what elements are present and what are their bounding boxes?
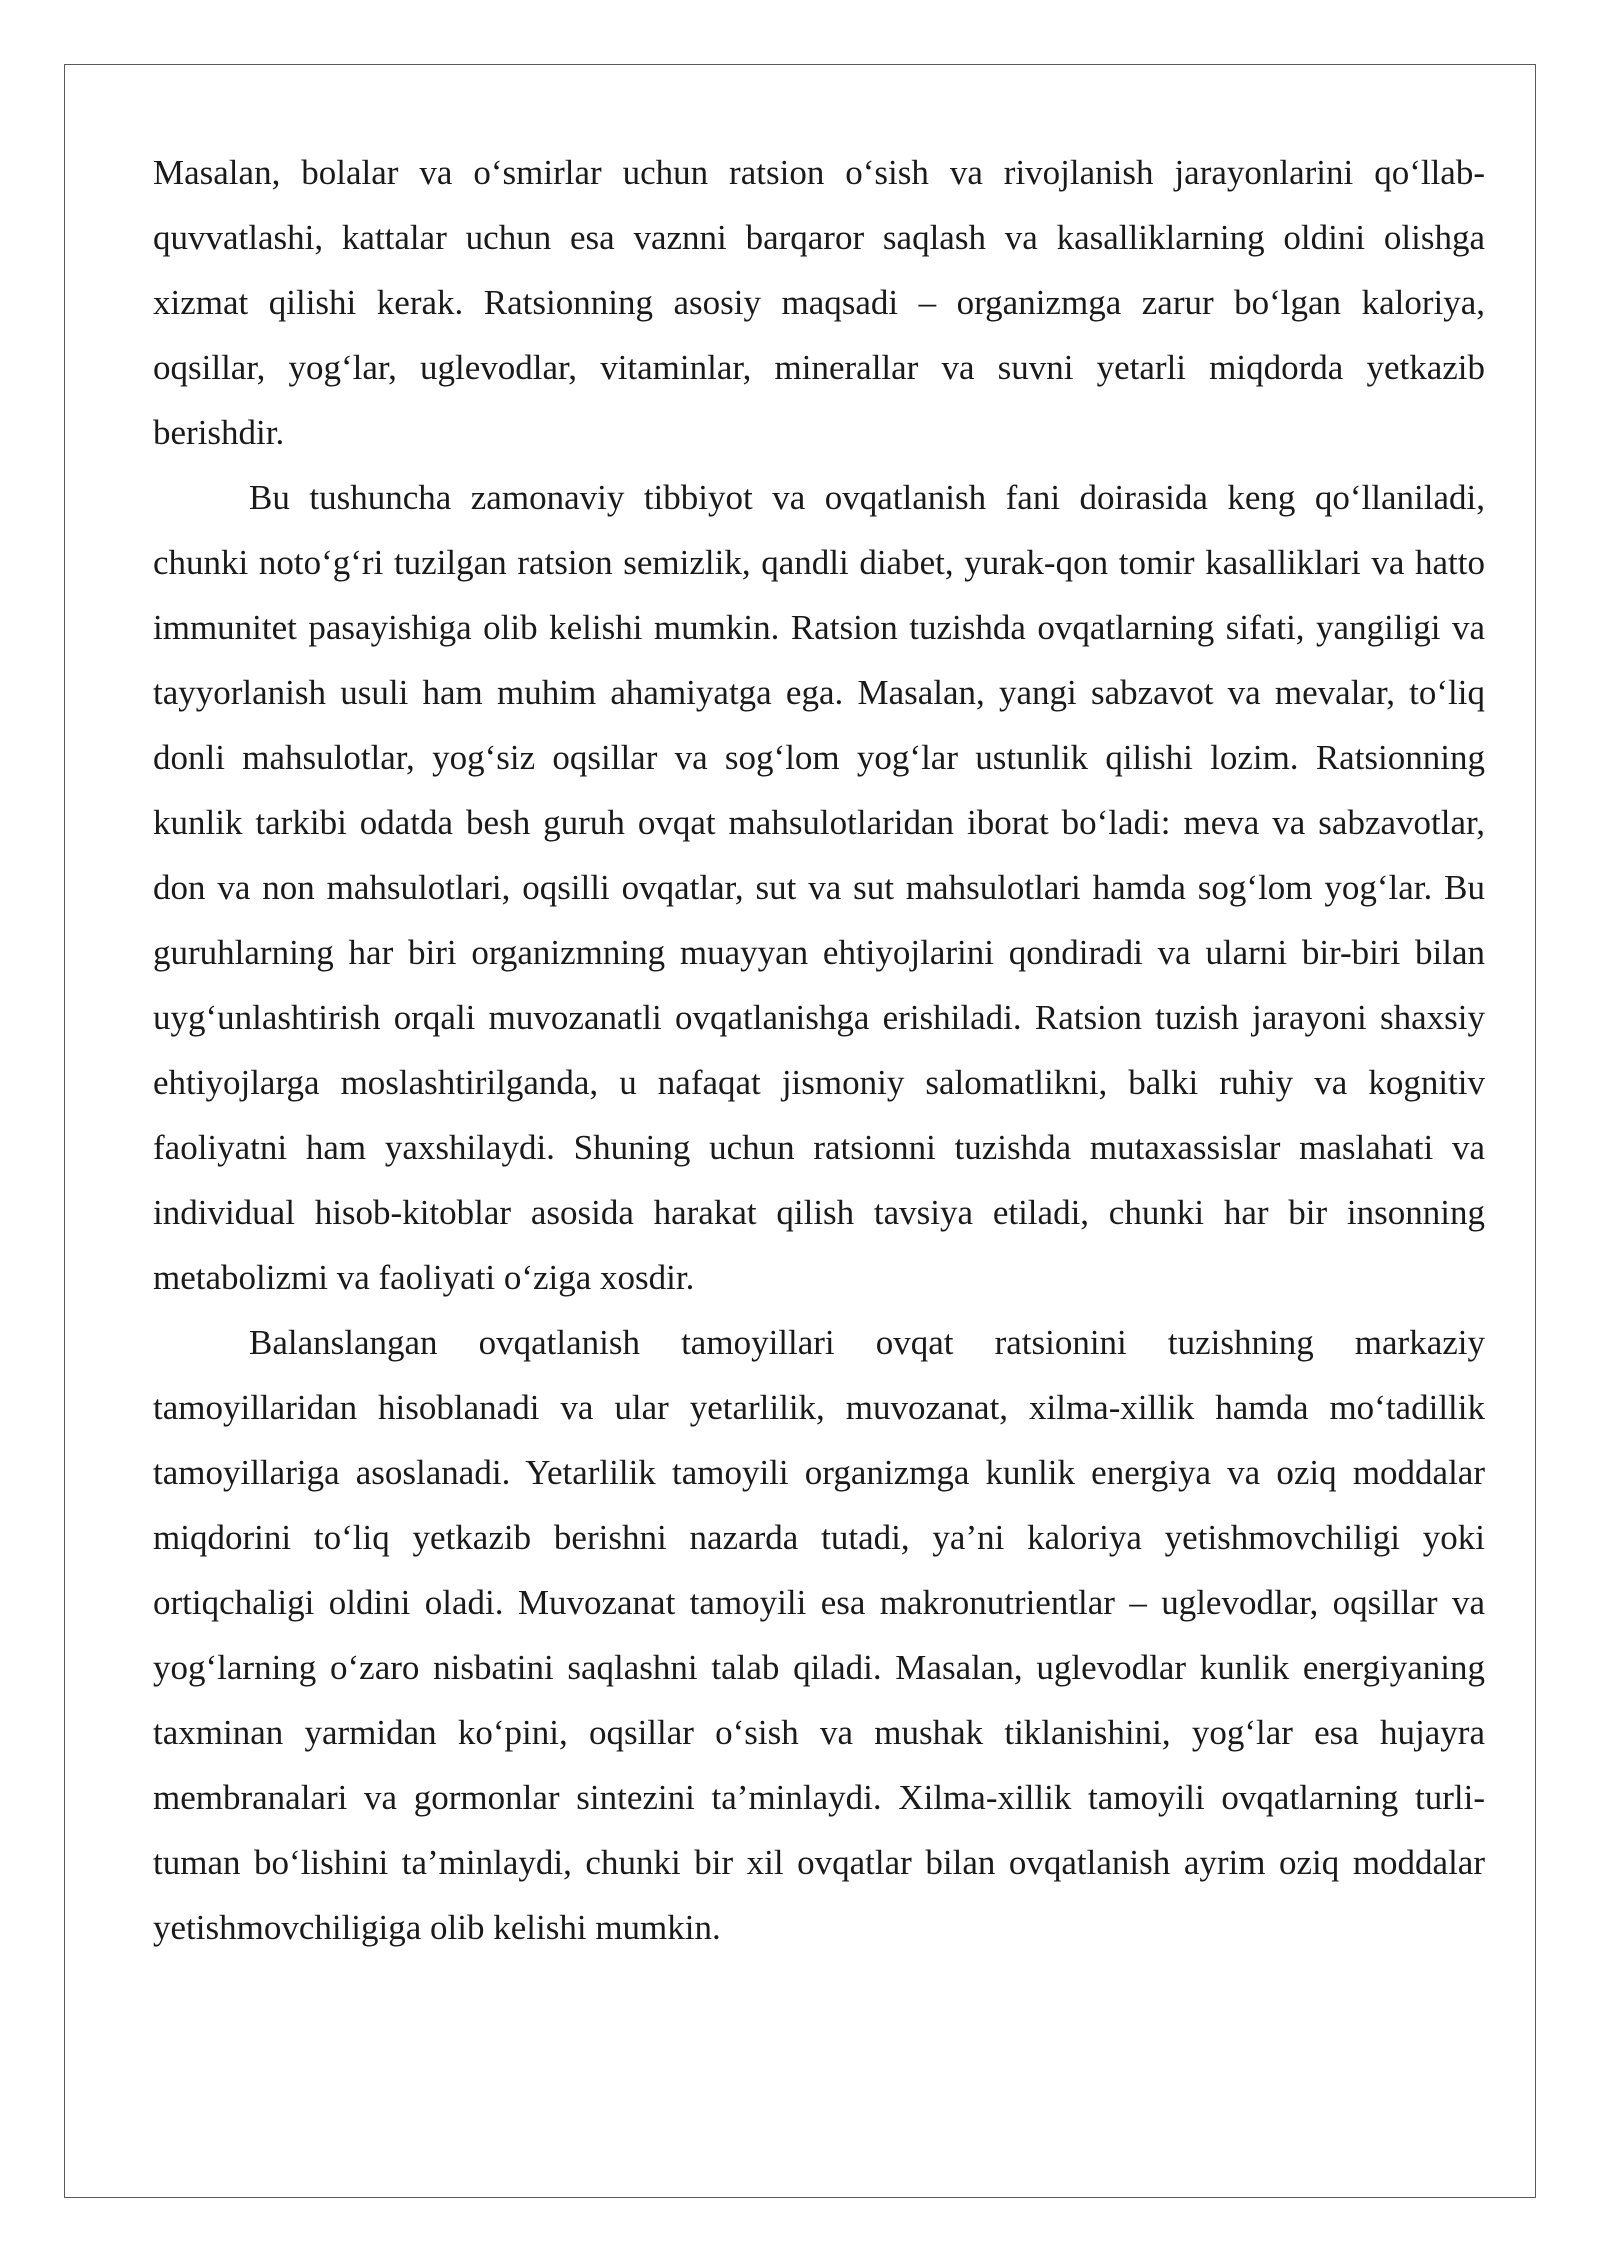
paragraph-1: Masalan, bolalar va o‘smirlar uchun ratsion o‘sish va rivojlanish jarayonlarini qo‘llab-quvvatlashi, kattalar uchun esa vaznni barqaror saqlash va kasalliklarning oldini olishga xizmat qilishi kerak. Ratsionning asosiy maqsadi – organizmga zarur bo‘lgan kaloriya, oqsillar, yog‘lar, uglevodlar, vitaminlar, minerallar va suvni yetarli miqdorda yetkazib berishdir.: [153, 153, 1485, 452]
paragraph-3: Balanslangan ovqatlanish tamoyillari ovqat ratsionini tuzishning markaziy tamoyillaridan hisoblanadi va ular yetarlilik, muvozanat, xilma-xillik hamda mo‘tadillik tamoyillariga asoslanadi. Yetarlilik tamoyili organizmga kunlik energiya va oziq moddalar miqdorini to‘liq yetkazib berishni nazarda tutadi, ya’ni kaloriya yetishmovchiligi yoki ortiqchaligi oldini oladi. Muvozanat tamoyili esa makronutrientlar – uglevodlar, oqsillar va yog‘larning o‘zaro nisbatini saqlashni talab qiladi. Masalan, uglevodlar kunlik energiyaning taxminan yarmidan ko‘pini, oqsillar o‘sish va mushak tiklanishini, yog‘lar esa hujayra membranalari va gormonlar sintezini ta’minlaydi. Xilma-xillik tamoyili ovqatlarning turli-tuman bo‘lishini ta’minlaydi, chunki bir xil ovqatlar bilan ovqatlanish ayrim oziq moddalar yetishmovchiligiga olib kelishi mumkin.: [153, 1323, 1485, 1947]
paragraph-2: Bu tushuncha zamonaviy tibbiyot va ovqatlanish fani doirasida keng qo‘llaniladi, chunki noto‘g‘ri tuzilgan ratsion semizlik, qandli diabet, yurak-qon tomir kasalliklari va hatto immunitet pasayishiga olib kelishi mumkin. Ratsion tuzishda ovqatlarning sifati, yangiligi va tayyorlanish usuli ham muhim ahamiyatga ega. Masalan, yangi sabzavot va mevalar, to‘liq donli mahsulotlar, yog‘siz oqsillar va sog‘lom yog‘lar ustunlik qilishi lozim. Ratsionning kunlik tarkibi odatda besh guruh ovqat mahsulotlaridan iborat bo‘ladi: meva va sabzavotlar, don va non mahsulotlari, oqsilli ovqatlar, sut va sut mahsulotlari hamda sog‘lom yog‘lar. Bu guruhlarning har biri organizmning muayyan ehtiyojlarini qondiradi va ularni bir-biri bilan uyg‘unlashtirish orqali muvozanatli ovqatlanishga erishiladi. Ratsion tuzish jarayoni shaxsiy ehtiyojlarga moslashtirilganda, u nafaqat jismoniy salomatlikni, balki ruhiy va kognitiv faoliyatni ham yaxshilaydi. Shuning uchun ratsionni tuzishda mutaxassislar maslahati va individual hisob-kitoblar asosida harakat qilish tavsiya etiladi, chunki har bir insonning metabolizmi va faoliyati o‘ziga xosdir.: [153, 478, 1485, 1297]
document-body: [153, 140, 1485, 1960]
